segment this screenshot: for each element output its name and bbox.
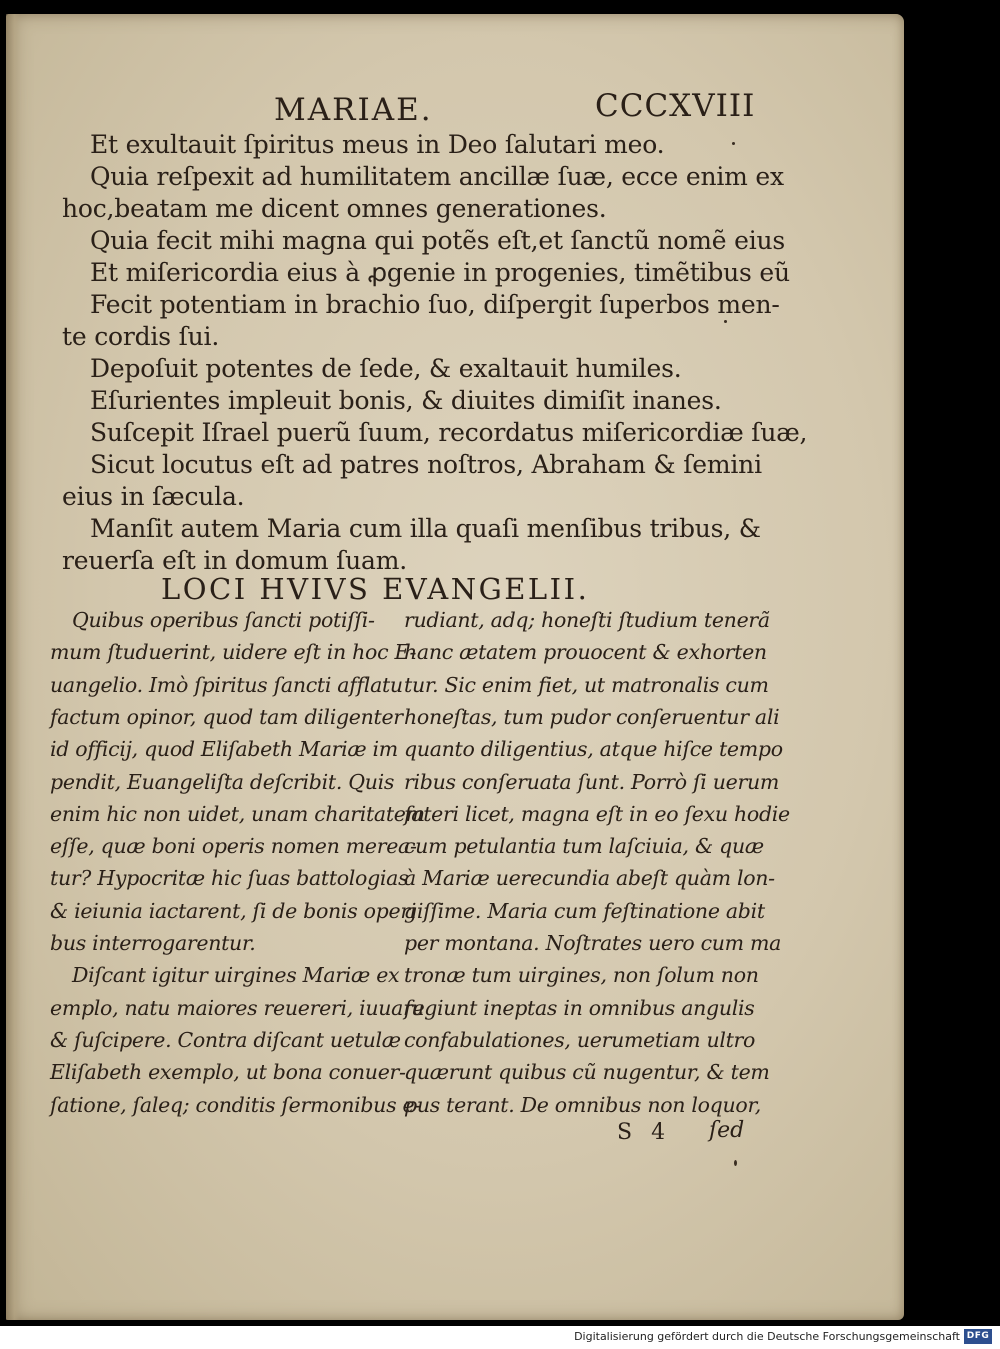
page-gutter-shadow — [6, 14, 20, 1320]
verse-line: Eſurientes impleuit bonis, & diuites dimiſit inanes. — [90, 386, 722, 415]
verse-line: hoc,beatam me dicent omnes generationes. — [62, 194, 607, 223]
commentary-line: & ieiunia iactarent, ſi de bonis operi — [50, 898, 417, 923]
commentary-line: eſſe, quæ boni operis nomen merea- — [50, 834, 417, 859]
commentary-line: à Mariæ uerecundia abeſt quàm lon- — [404, 866, 775, 891]
commentary-line: hanc ætatem prouocent & exhorten — [404, 640, 767, 665]
ink-speck — [732, 142, 735, 145]
commentary-line: bus interrogarentur. — [50, 931, 256, 955]
verse-line: eius in ſæcula. — [62, 482, 245, 511]
section-heading: LOCI HVIVS EVANGELII. — [161, 572, 590, 606]
commentary-line: emplo, natu maiores reuereri, iuuare — [50, 995, 425, 1020]
commentary-line: cum petulantia tum laſciuia, & quæ — [404, 834, 764, 859]
commentary-line: mum ſtuduerint, uidere eſt in hoc E- — [50, 640, 417, 665]
running-head-title: MARIAE. — [274, 92, 433, 128]
verse-line: te cordis ſui. — [62, 322, 220, 351]
folio-number: CCCXVIII — [595, 88, 756, 124]
commentary-line: quanto diligentius, atque hiſce tempo — [404, 737, 783, 762]
footer-credit: Digitalisierung gefördert durch die Deutsche Forschungsgemeinschaft — [574, 1330, 960, 1343]
verse-line: Sicut locutus eſt ad patres noſtros, Abraham & ſemini — [90, 450, 762, 479]
commentary-line: Eliſabeth exemplo, ut bona conuer- — [50, 1060, 406, 1085]
commentary-line: pus terant. De omnibus non loquor, — [404, 1092, 761, 1117]
commentary-line: factum opinor, quod tam diligenter — [50, 704, 403, 729]
commentary-line: fateri licet, magna eſt in eo ſexu hodie — [404, 801, 790, 826]
book-page — [6, 14, 904, 1320]
verse-line: Fecit potentiam in brachio ſuo, diſpergit ſuperbos men- — [90, 290, 780, 319]
verse-line: Manſit autem Maria cum illa quaſi menſibus tribus, & — [90, 514, 761, 543]
verse-line: Suſcepit Iſrael puerũ ſuum, recordatus miſericordiæ ſuæ, — [90, 418, 808, 447]
verse-line: Depoſuit potentes de ſede, & exaltauit humiles. — [90, 354, 682, 383]
verse-line: Et exultauit ſpiritus meus in Deo ſalutari meo. — [90, 130, 665, 159]
commentary-line: confabulationes, uerumetiam ultro — [404, 1027, 756, 1052]
commentary-line: ribus conſeruata ſunt. Porrò ſi uerum — [404, 769, 780, 794]
commentary-line: id officij, quod Eliſabeth Mariæ im — [50, 737, 398, 762]
commentary-line: rudiant, adq; honeſti ſtudium tenerã — [404, 608, 770, 632]
commentary-line: Quibus operibus ſancti potiſſi- — [72, 608, 375, 632]
commentary-line: & ſuſcipere. Contra diſcant uetulæ — [50, 1027, 401, 1052]
commentary-line: ſatione, ſaleq; conditis ſermonibus e- — [50, 1092, 421, 1117]
commentary-line: fugiunt ineptas in omnibus angulis — [404, 995, 755, 1020]
verse-line: reuerſa eſt in domum ſuam. — [62, 546, 408, 575]
commentary-line: quærunt quibus cũ nugentur, & tem — [404, 1060, 770, 1085]
dfg-logo: DFG — [964, 1329, 992, 1344]
commentary-line: uangelio. Imò ſpiritus ſancti afflatu — [50, 672, 403, 697]
commentary-line: tur. Sic enim fiet, ut matronalis cum — [404, 672, 769, 697]
verse-line: Quia reſpexit ad humilitatem ancillæ ſuæ, ecce enim ex — [90, 162, 784, 191]
commentary-line: per montana. Noſtrates uero cum ma — [404, 931, 782, 955]
commentary-line: tur? Hypocritæ hic ſuas battologias — [50, 866, 409, 891]
ink-speck — [724, 320, 727, 323]
commentary-line: honeſtas, tum pudor conſeruentur ali — [404, 704, 780, 729]
commentary-line: giſſime. Maria cum feſtinatione abit — [404, 898, 765, 923]
verse-line: Et miſericordia eius à ꝓgenie in progenies, timẽtibus eũ — [90, 258, 790, 287]
verse-line: Quia fecit mihi magna qui potẽs eſt,et ſanctũ nomẽ eius — [90, 226, 786, 255]
signature-mark: S 4 — [617, 1120, 672, 1145]
commentary-line: tronæ tum uirgines, non ſolum non — [404, 963, 759, 988]
footer-bar — [0, 1326, 1000, 1349]
commentary-line: pendit, Euangeliſta deſcribit. Quis — [50, 769, 395, 794]
ink-speck — [734, 1160, 737, 1166]
running-head — [6, 78, 904, 128]
commentary-line: Diſcant igitur uirgines Mariæ ex — [72, 963, 400, 988]
catchword: ſed — [709, 1118, 745, 1143]
commentary-line: enim hic non uidet, unam charitatem — [50, 801, 425, 826]
